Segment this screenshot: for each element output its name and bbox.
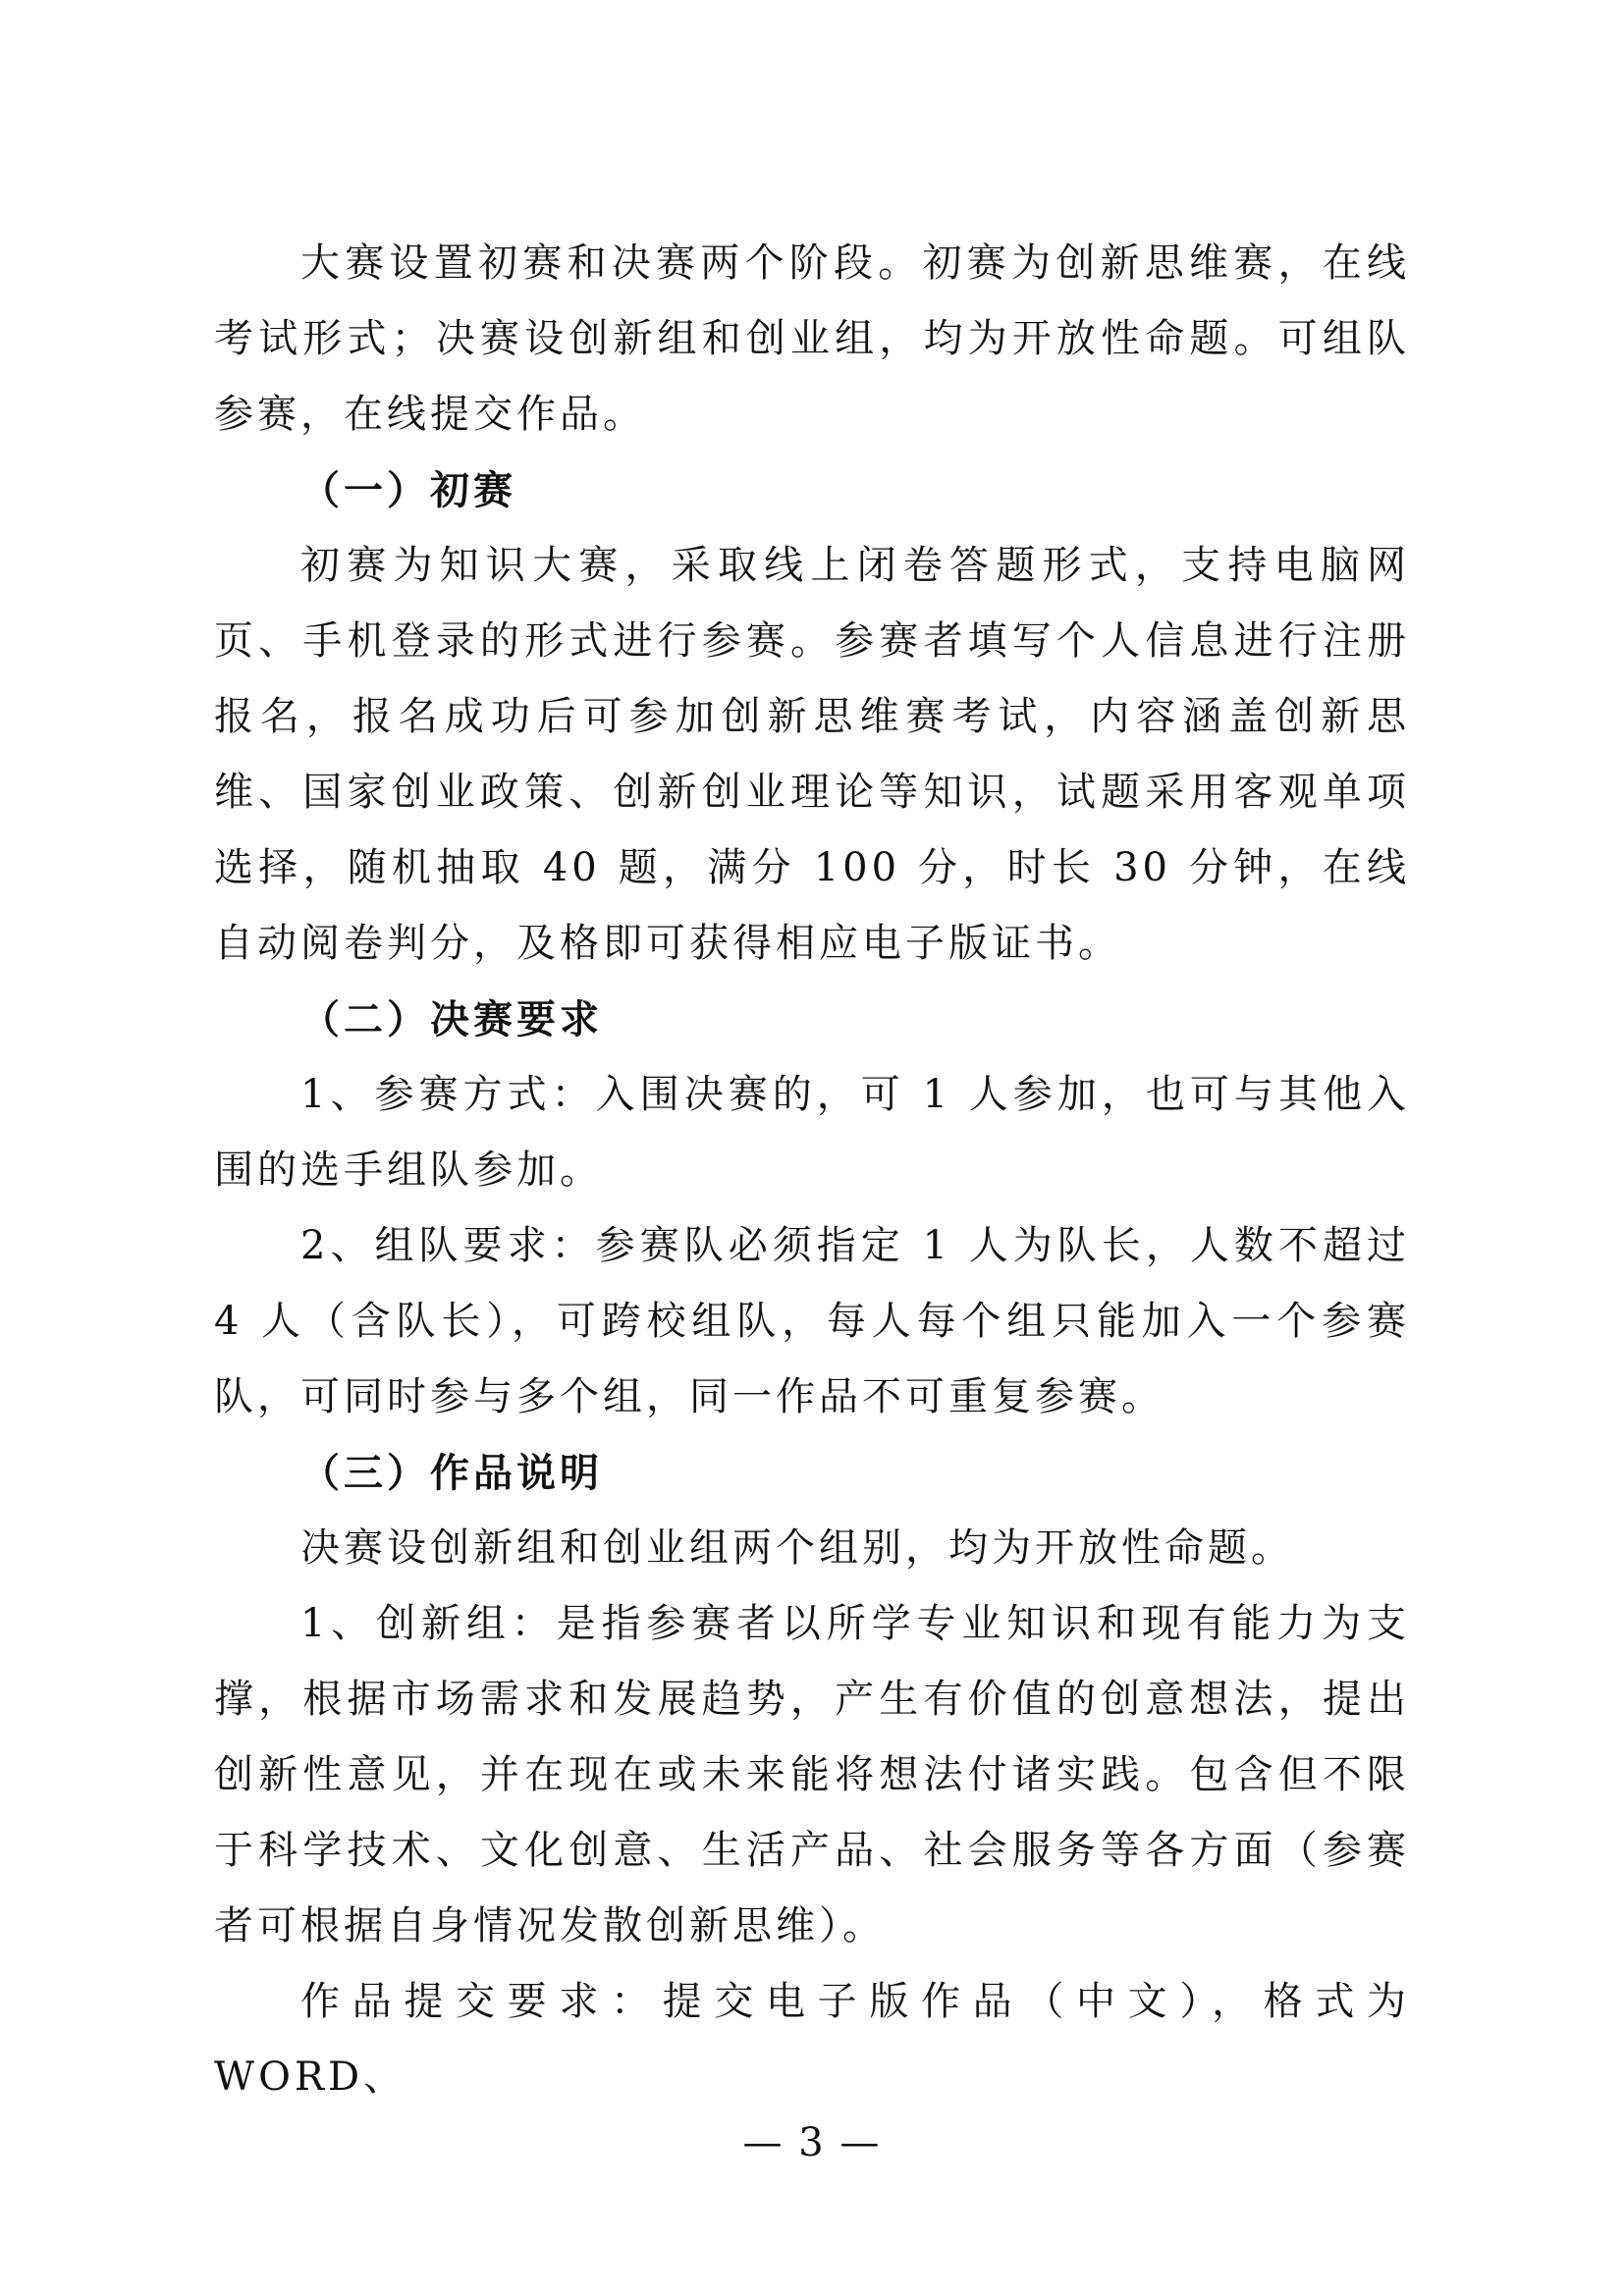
paragraph-preliminary: 初赛为知识大赛，采取线上闭卷答题形式，支持电脑网页、手机登录的形式进行参赛。参赛者填写个人信息进行注册报名，报名成功后可参加创新思维赛考试，内容涵盖创新思维、国家创业政策、创新创业理论等知识，试题采用客观单项选择，随机抽取 40 题，满分 100 分，时长 30 分钟，在线自动阅卷判分，及格即可获得相应电子版证书。 [214,543,1410,966]
paragraph-innovation-group: 1、创新组：是指参赛者以所学专业知识和现有能力为支撑，根据市场需求和发展趋势，产生有价值的创意想法，提出创新性意见，并在现在或未来能将想法付诸实践。包含但不限于科学技术、文化创意、生活产品、社会服务等各方面（参赛者可根据自身情况发散创新思维）。 [214,1601,1410,1949]
paragraph-participation-method: 1、参赛方式：入围决赛的，可 1 人参加，也可与其他入围的选手组队参加。 [214,1072,1410,1193]
paragraph-stages: 大赛设置初赛和决赛两个阶段。初赛为创新思维赛，在线考试形式；决赛设创新组和创业组，均为开放性命题。可组队参赛，在线提交作品。 [214,240,1410,437]
paragraph-final-groups: 决赛设创新组和创业组两个组别，均为开放性命题。 [300,1525,1294,1571]
heading-preliminary: （一）初赛 [300,467,516,513]
paragraph-team-requirements: 2、组队要求：参赛队必须指定 1 人为队长，人数不超过 4 人（含队长），可跨校组队，每人每个组只能加入一个参赛队，可同时参与多个组，同一作品不可重复参赛。 [214,1223,1410,1419]
document-body [214,226,1410,2115]
heading-final-requirements: （二）决赛要求 [300,996,603,1042]
heading-work-description: （三）作品说明 [300,1450,603,1496]
paragraph-submission-requirements: 作品提交要求：提交电子版作品（中文），格式为 WORD、 [214,1979,1410,2100]
page-number: — 3 — [742,2120,882,2165]
